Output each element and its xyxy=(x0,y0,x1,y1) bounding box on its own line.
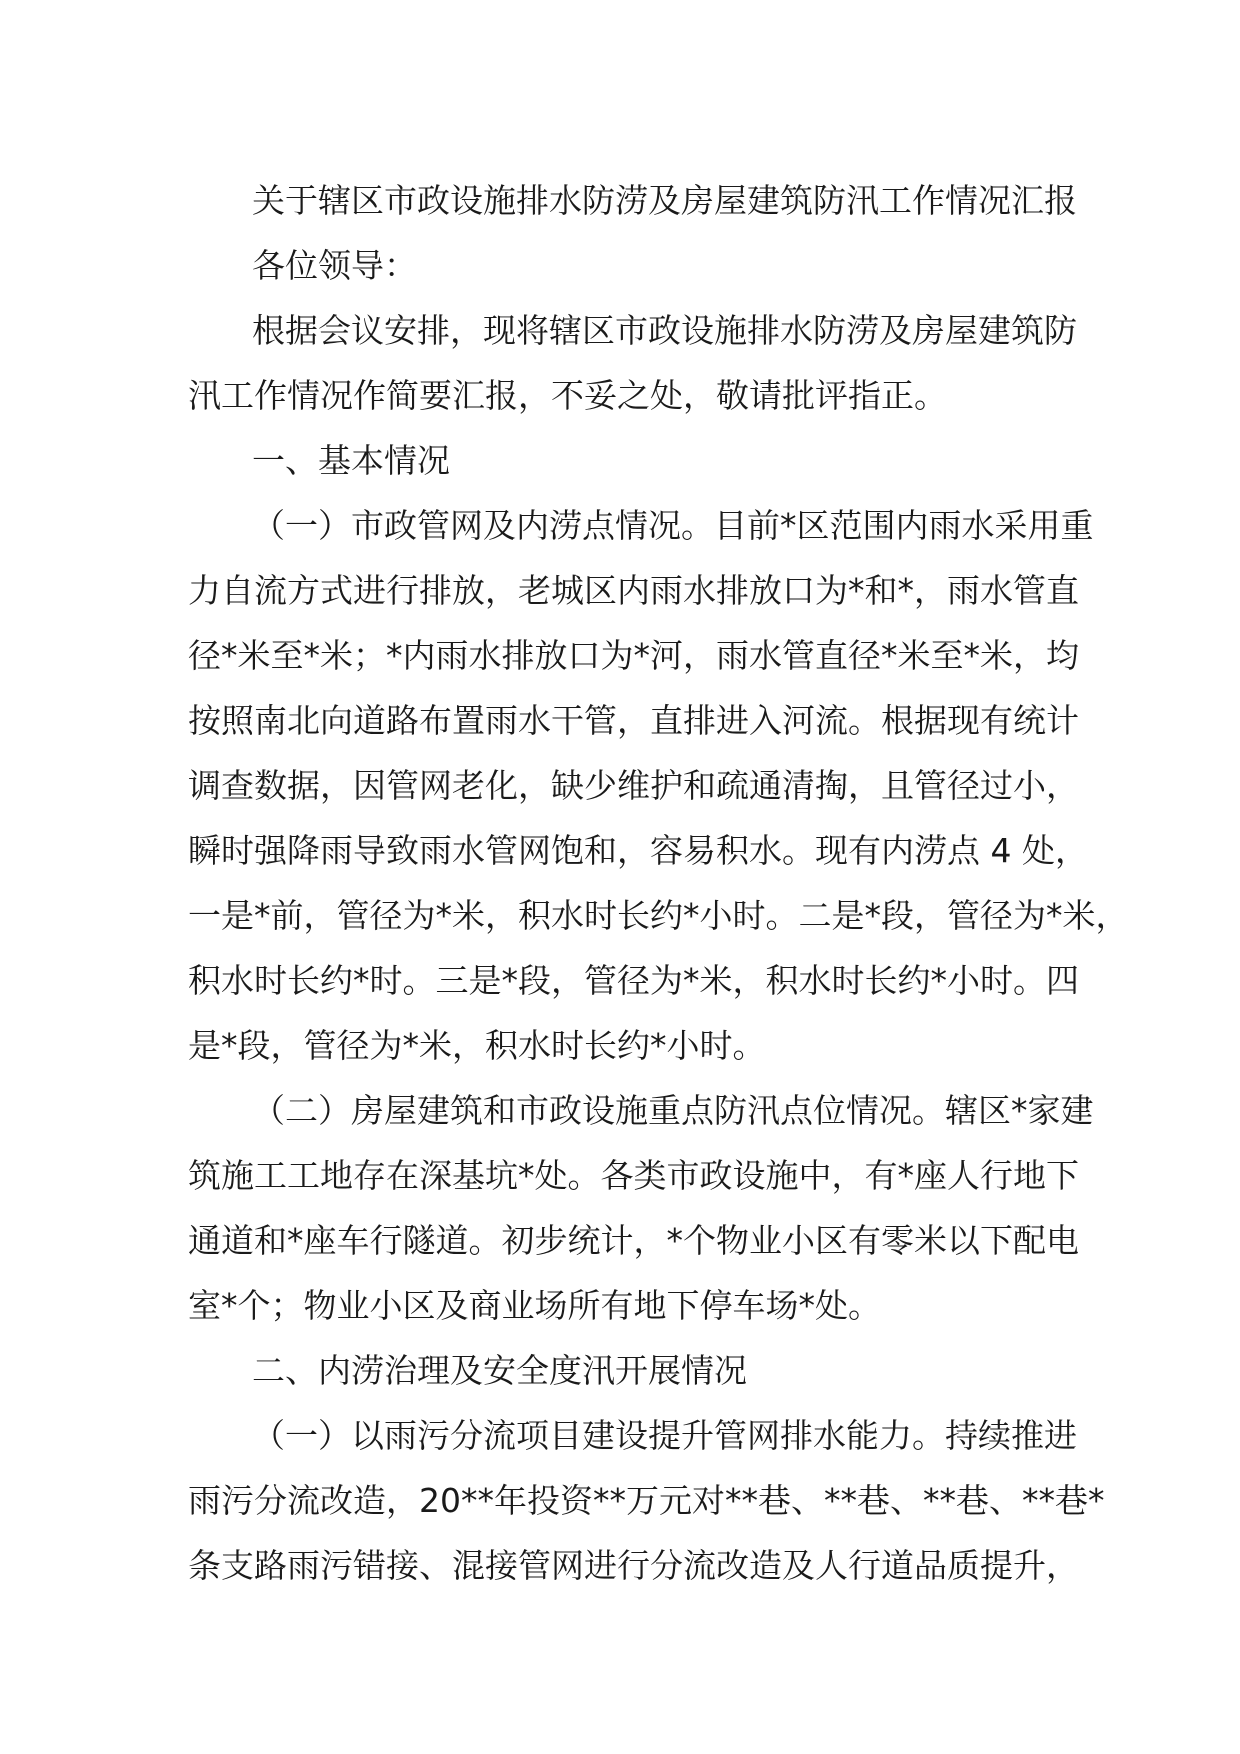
text-line: 力自流方式进行排放，老城区内雨水排放口为*和*，雨水管直 xyxy=(188,571,1079,610)
text-line: 一、基本情况 xyxy=(252,441,450,480)
document-body xyxy=(188,168,1129,1598)
text-line: 一是*前，管径为*米，积水时长约*小时。二是*段，管径为*米， xyxy=(188,896,1129,935)
text-line: （二）房屋建筑和市政设施重点防汛点位情况。辖区*家建 xyxy=(252,1091,1094,1130)
text-line: 瞬时强降雨导致雨水管网饱和，容易积水。现有内涝点 4 处， xyxy=(188,831,1088,870)
text-line: 汛工作情况作简要汇报，不妥之处，敬请批评指正。 xyxy=(188,376,947,415)
text-line: 积水时长约*时。三是*段，管径为*米，积水时长约*小时。四 xyxy=(188,961,1079,1000)
text-line: 调查数据，因管网老化，缺少维护和疏通清掏，且管径过小， xyxy=(188,766,1079,805)
text-line: 雨污分流改造，20**年投资**万元对**巷、**巷、**巷、**巷* xyxy=(188,1481,1105,1520)
text-line: 筑施工工地存在深基坑*处。各类市政设施中，有*座人行地下 xyxy=(188,1156,1079,1195)
text-line: 径*米至*米；*内雨水排放口为*河，雨水管直径*米至*米，均 xyxy=(188,636,1079,675)
text-line: 通道和*座车行隧道。初步统计，*个物业小区有零米以下配电 xyxy=(188,1221,1079,1260)
document-title: 关于辖区市政设施排水防涝及房屋建筑防汛工作情况汇报 xyxy=(252,181,1077,220)
text-line: 是*段，管径为*米，积水时长约*小时。 xyxy=(188,1026,766,1065)
text-line: 室*个；物业小区及商业场所有地下停车场*处。 xyxy=(188,1286,881,1325)
text-line: （一）以雨污分流项目建设提升管网排水能力。持续推进 xyxy=(252,1416,1077,1455)
text-line: 二、内涝治理及安全度汛开展情况 xyxy=(252,1351,747,1390)
salutation: 各位领导： xyxy=(252,246,417,285)
text-line: （一）市政管网及内涝点情况。目前*区范围内雨水采用重 xyxy=(252,506,1094,545)
text-line: 根据会议安排，现将辖区市政设施排水防涝及房屋建筑防 xyxy=(252,311,1077,350)
text-line: 按照南北向道路布置雨水干管，直排进入河流。根据现有统计 xyxy=(188,701,1079,740)
text-line: 条支路雨污错接、混接管网进行分流改造及人行道品质提升， xyxy=(188,1546,1079,1585)
paragraph-lines xyxy=(188,298,1129,1598)
